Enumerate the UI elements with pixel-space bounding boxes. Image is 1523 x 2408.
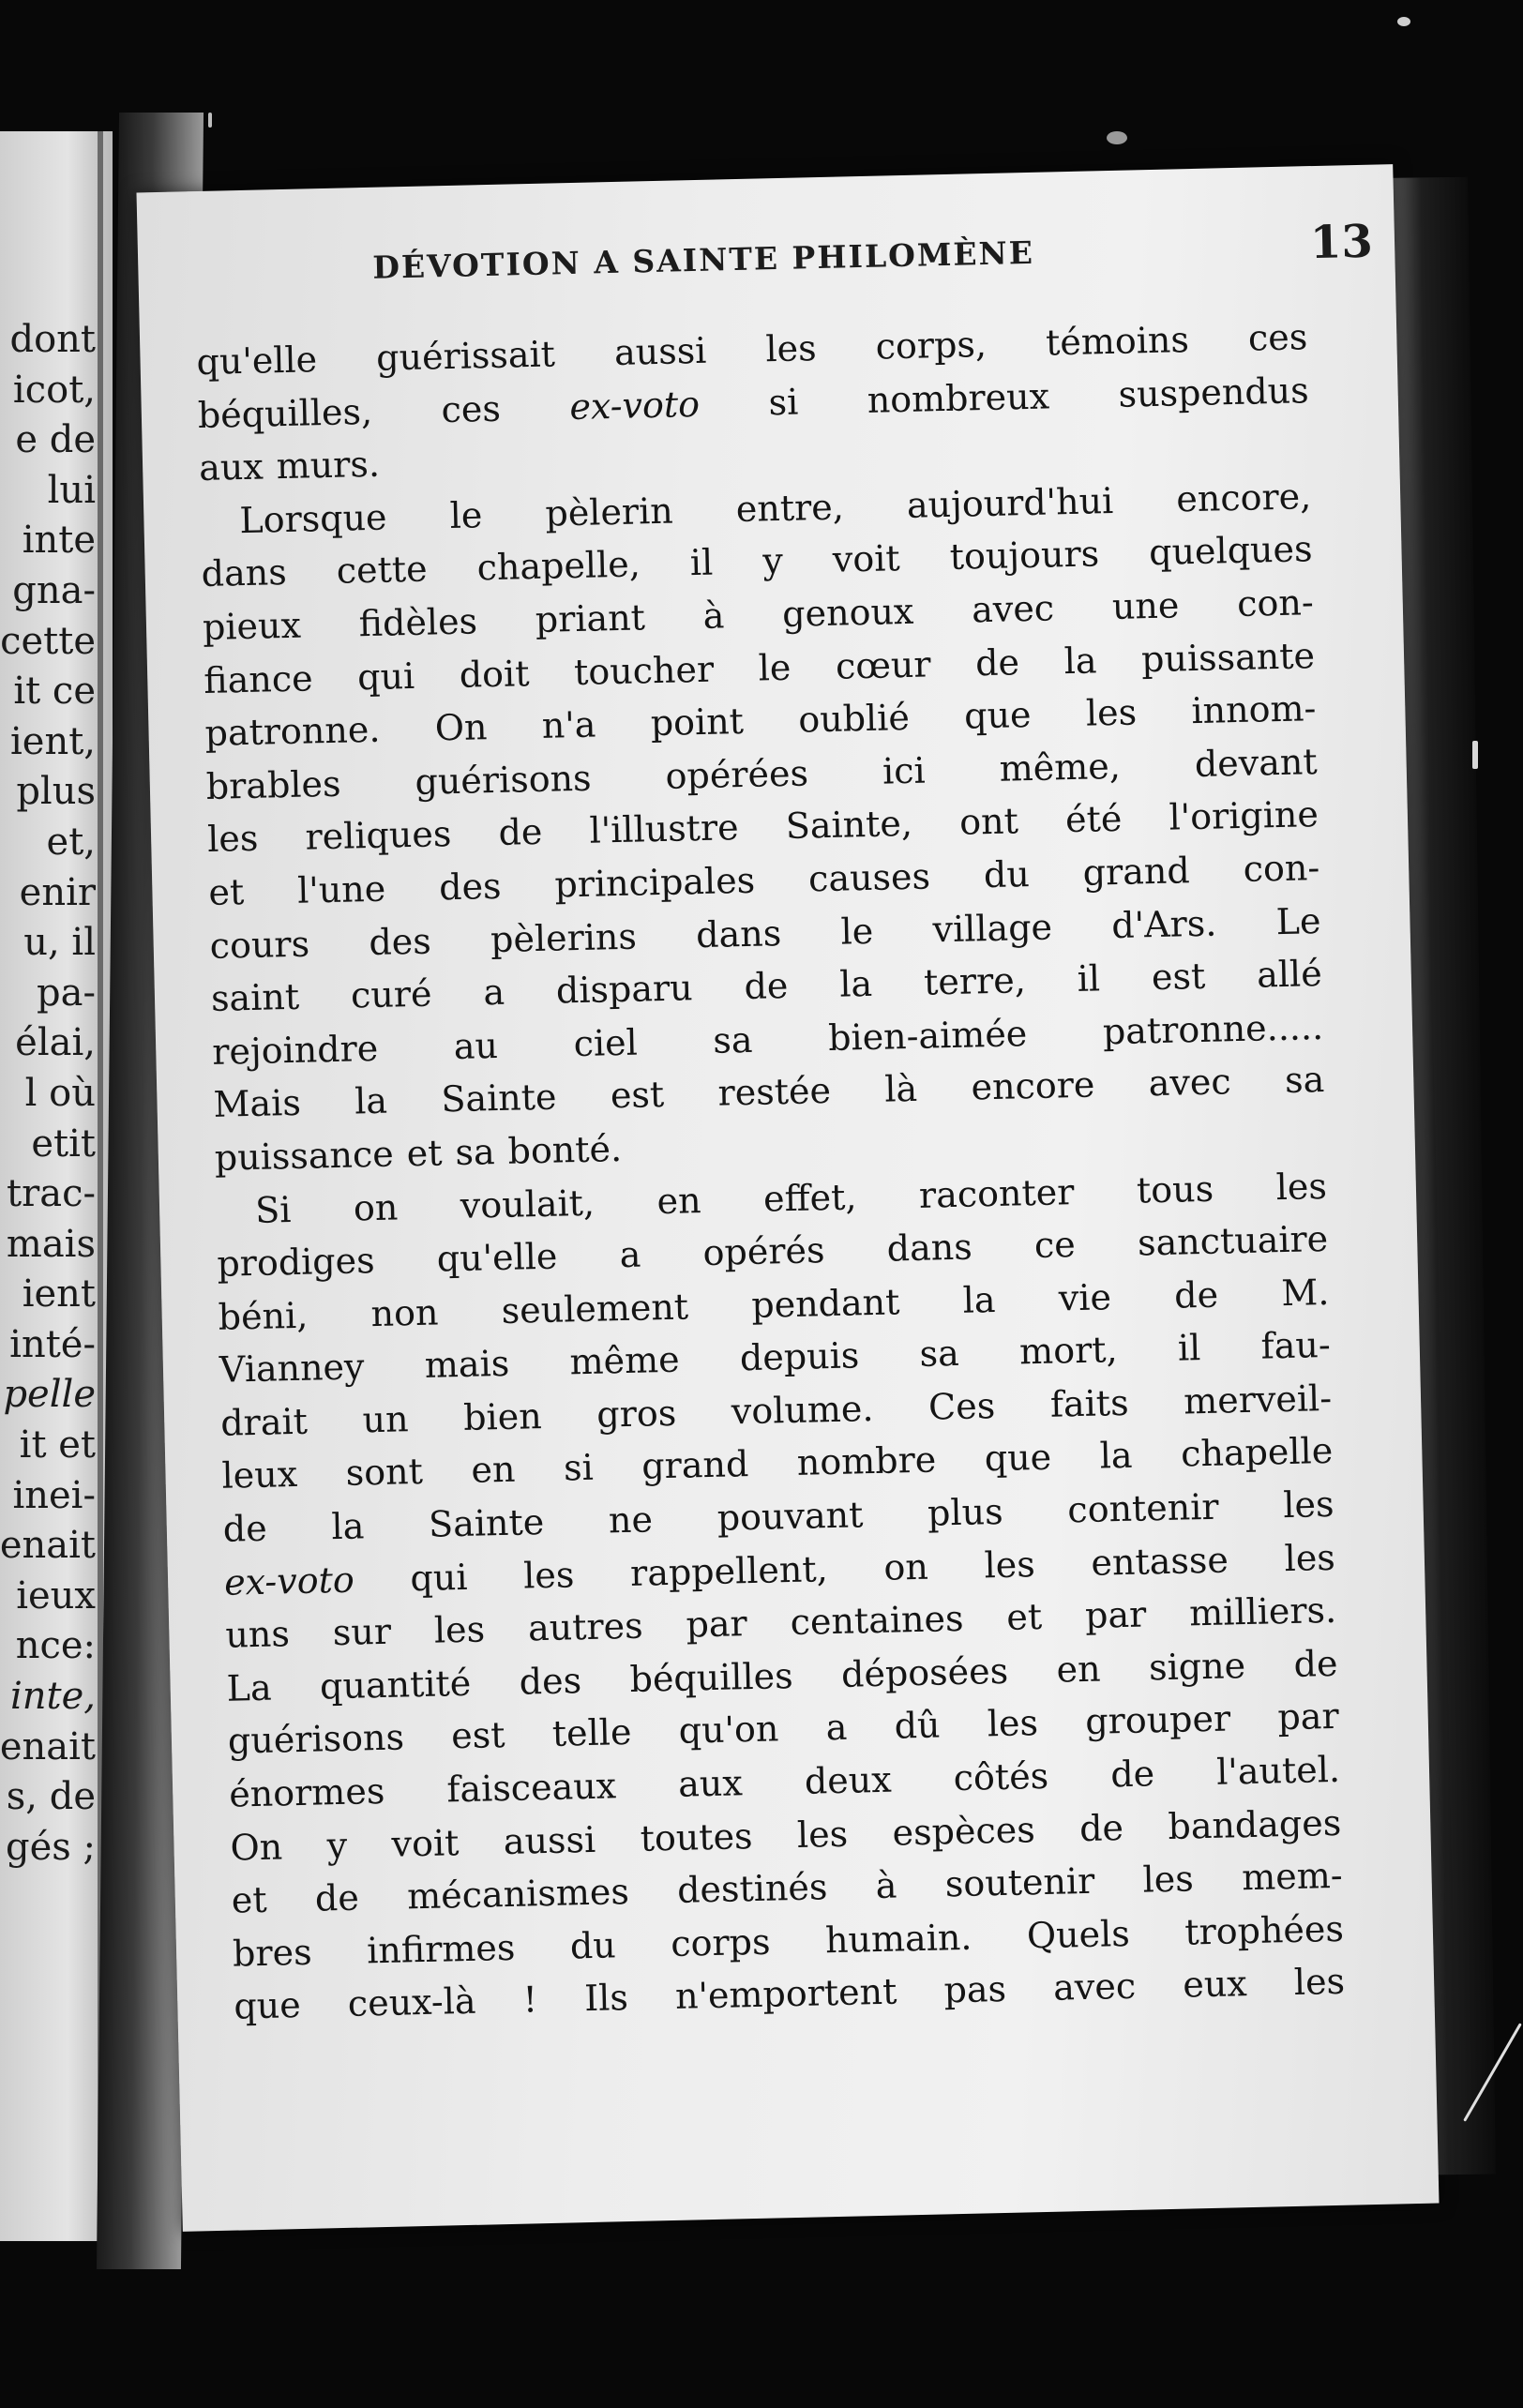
right-page — [136, 164, 1439, 2232]
left-page-line: inté- — [9, 1322, 96, 1366]
left-page-line: ieux — [16, 1573, 96, 1618]
left-page-line: gés ; — [6, 1825, 96, 1869]
left-page-line: it et — [19, 1423, 96, 1467]
body-line: de la Sainte ne pouvant plus contenir les — [222, 1482, 1335, 1550]
body-line: puissance et sa bonté. — [214, 1127, 623, 1179]
body-line: béquilles, ces ex-voto si nombreux suspendus — [197, 369, 1310, 436]
left-page-line: etit — [31, 1121, 96, 1166]
left-page-line: élai, — [15, 1021, 96, 1065]
left-page-line: s, de — [6, 1775, 96, 1819]
left-page-line: ient — [22, 1272, 96, 1317]
left-page-line: gna- — [12, 568, 96, 612]
left-page-line: e de — [15, 418, 96, 462]
body-line: drait un bien gros volume. Ces faits merveil- — [219, 1377, 1333, 1444]
body-line: ex-voto qui les rappellent, on les entasse les — [223, 1536, 1336, 1603]
dust-speck — [1107, 131, 1127, 144]
body-line: et l'une des principales causes du grand con- — [207, 846, 1320, 913]
dust-speck — [208, 113, 212, 128]
body-line: brables guérisons opérées ici même, devant — [205, 740, 1319, 807]
running-head — [371, 215, 1374, 297]
body-line: pieux fidèles priant à genoux avec une con- — [202, 581, 1315, 648]
left-page-line: enir — [19, 870, 96, 914]
left-page-line: inei- — [12, 1473, 96, 1517]
body-line: béni, non seulement pendant la vie de M. — [218, 1271, 1330, 1338]
body-line: On y voit aussi toutes les espèces de bandages — [230, 1801, 1342, 1869]
body-line: Lorsque le pèlerin entre, aujourd'hui encore, — [238, 474, 1312, 541]
dust-speck — [1397, 17, 1410, 26]
body-line: bres infirmes du corps humain. Quels trophées — [232, 1907, 1345, 1975]
body-line: leux sont en si grand nombre que la chapelle — [221, 1430, 1334, 1497]
body-line: prodiges qu'elle a opérés dans ce sanctuaire — [216, 1218, 1329, 1285]
body-line: aux murs. — [198, 443, 381, 489]
body-line: que ceux-là ! Ils n'emportent pas avec eux les — [233, 1961, 1346, 2028]
left-page-text — [0, 315, 96, 1873]
left-page-line: ient, — [9, 719, 96, 763]
running-title: DÉVOTION A SAINTE PHILOMÈNE — [371, 233, 1035, 286]
body-line: qu'elle guérissait aussi les corps, témoins ces — [196, 316, 1308, 384]
body-line: fiance qui doit toucher le cœur de la puissante — [203, 634, 1316, 701]
body-line: dans cette chapelle, il y voit toujours quelques — [201, 528, 1313, 595]
body-line: et de mécanismes destinés à soutenir les mem- — [231, 1854, 1344, 1921]
body-line: les reliques de l'illustre Sainte, ont été l'origine — [206, 793, 1319, 861]
left-page-line: nce: — [15, 1624, 96, 1668]
body-line: cours des pèlerins dans le village d'Ars. Le — [209, 899, 1321, 967]
body-line: Si on voulait, en effet, raconter tous les — [254, 1165, 1328, 1231]
body-line: uns sur les autres par centaines et par milliers. — [224, 1589, 1337, 1656]
body-line: énormes faisceaux aux deux côtés de l'autel. — [228, 1748, 1341, 1815]
left-facing-page — [0, 131, 113, 2241]
left-page-line: pa- — [37, 971, 96, 1015]
left-page-line: pelle — [3, 1373, 96, 1417]
left-page-line: u, il — [23, 921, 96, 965]
page-number: 13 — [1309, 215, 1374, 270]
left-page-line: mais — [6, 1222, 96, 1266]
body-line: Vianney mais même depuis sa mort, il fau- — [219, 1324, 1332, 1392]
body-line: guérisons est telle qu'on a dû les grouper par — [227, 1695, 1340, 1763]
left-page-line: dont — [9, 318, 96, 361]
body-line: saint curé a disparu de la terre, il est allé — [210, 953, 1323, 1020]
left-page-line: plus — [16, 770, 96, 814]
dust-speck — [1472, 741, 1478, 769]
left-page-line: enait — [0, 1724, 96, 1768]
body-line: La quantité des béquilles déposées en signe de — [226, 1642, 1338, 1709]
body-text — [196, 310, 1346, 2033]
left-page-line: it ce — [13, 670, 96, 714]
body-line: patronne. On n'a point oublié que les innom- — [204, 687, 1317, 755]
left-page-line: l où — [24, 1071, 96, 1115]
body-line: Mais la Sainte est restée là encore avec sa — [213, 1059, 1325, 1126]
left-page-line: inte, — [9, 1675, 96, 1719]
body-line: rejoindre au ciel sa bien-aimée patronne..... — [211, 1005, 1324, 1073]
left-page-line: cette — [0, 619, 96, 663]
left-page-line: lui — [47, 468, 96, 512]
left-page-line: inte — [22, 519, 96, 563]
left-page-line: enait — [0, 1524, 96, 1568]
left-page-line: trac- — [7, 1172, 96, 1216]
left-page-line: icot, — [12, 368, 96, 412]
left-page-line: et, — [46, 820, 96, 864]
